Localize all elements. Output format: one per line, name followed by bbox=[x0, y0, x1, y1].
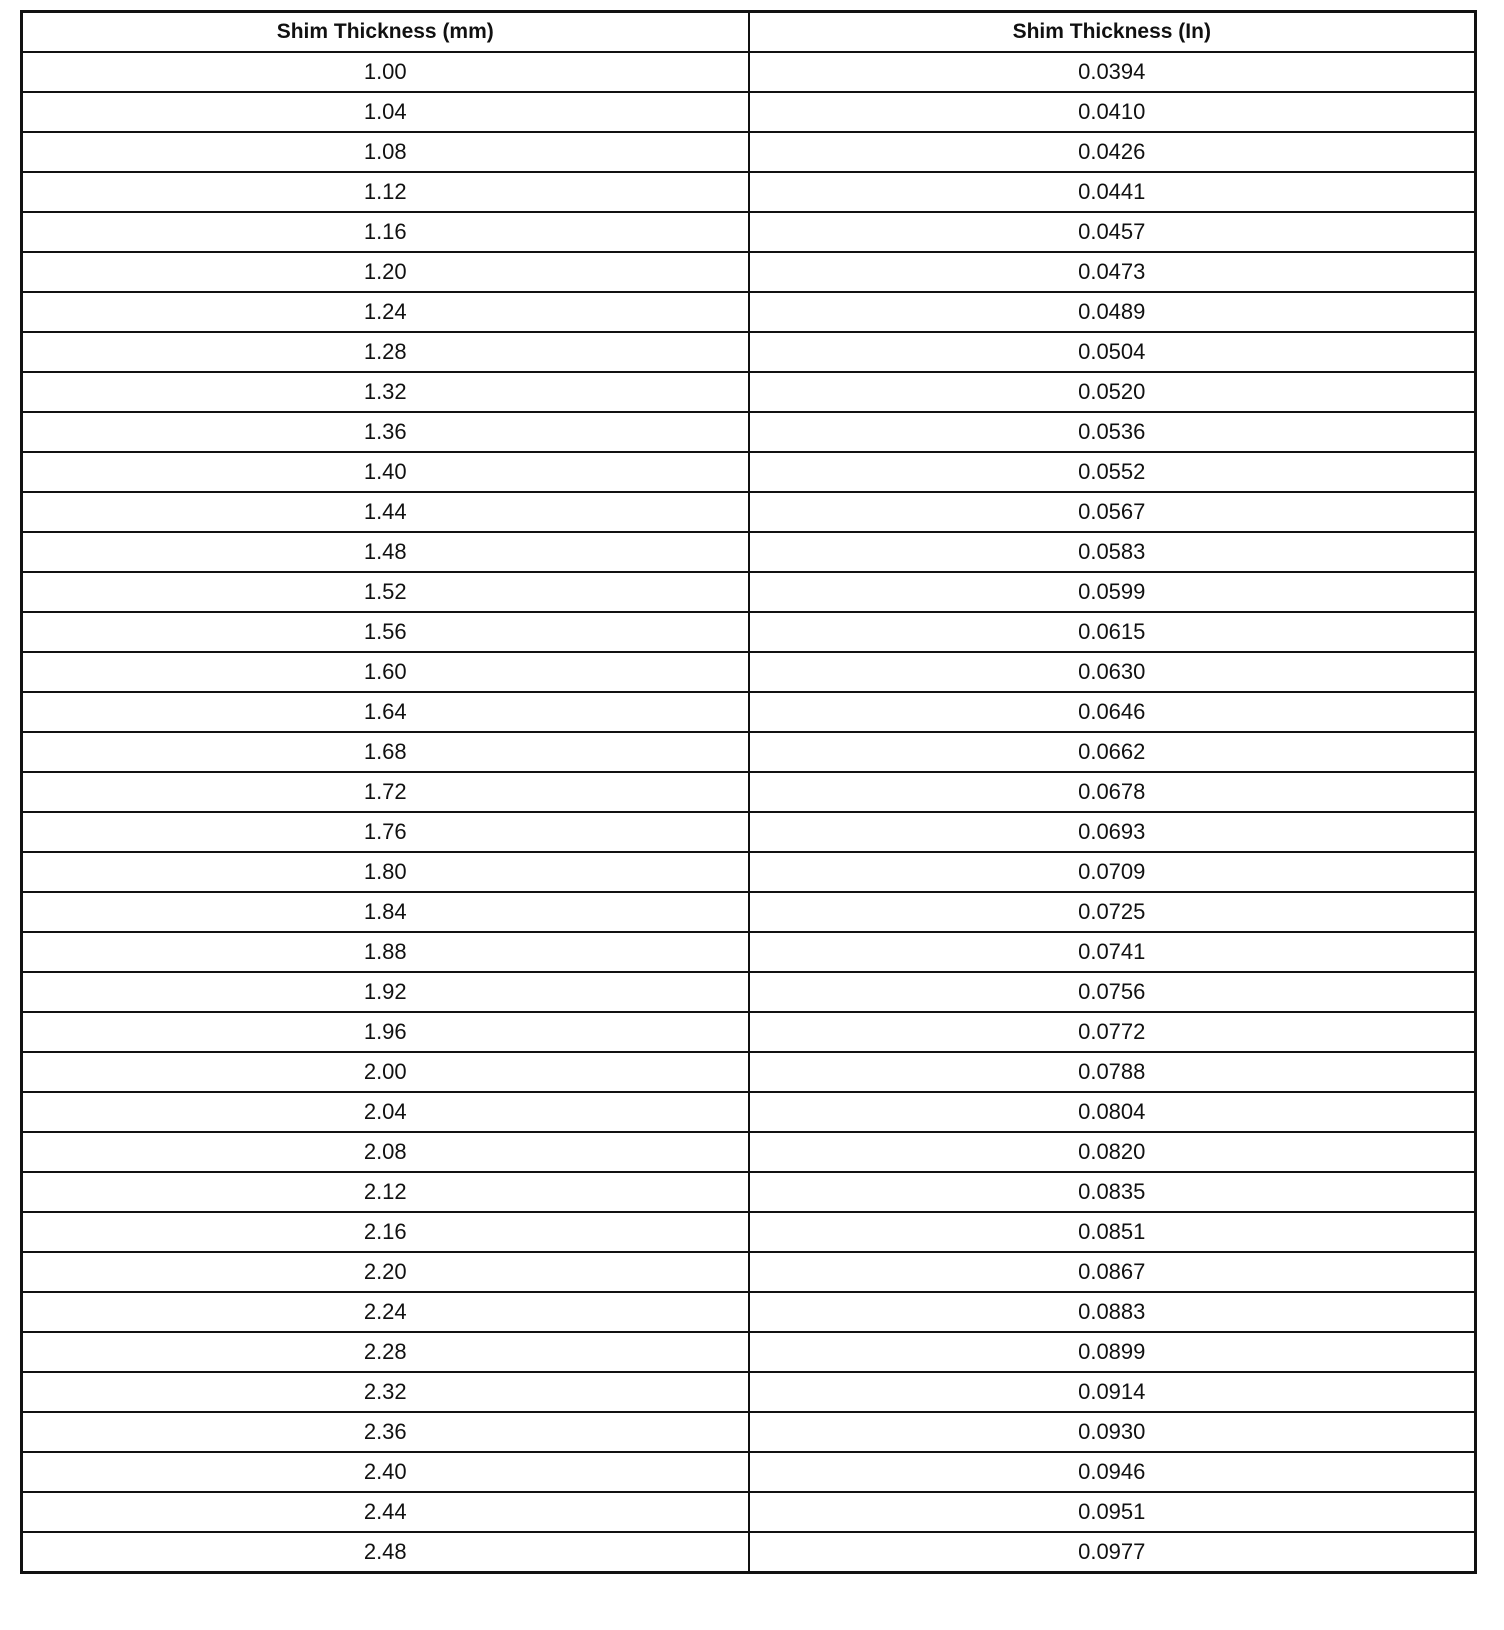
shim-thickness-table bbox=[20, 10, 1477, 1574]
table-row bbox=[22, 612, 1476, 652]
cell-thickness-in: 0.0662 bbox=[749, 732, 1476, 772]
cell-thickness-in: 0.0867 bbox=[749, 1252, 1476, 1292]
cell-thickness-in: 0.0914 bbox=[749, 1372, 1476, 1412]
table-row bbox=[22, 1412, 1476, 1452]
table-row bbox=[22, 772, 1476, 812]
table-header-row bbox=[22, 12, 1476, 53]
cell-thickness-mm: 2.36 bbox=[22, 1412, 749, 1452]
table-row bbox=[22, 1252, 1476, 1292]
cell-thickness-in: 0.0630 bbox=[749, 652, 1476, 692]
table-row bbox=[22, 1492, 1476, 1532]
table-row bbox=[22, 1452, 1476, 1492]
table-row bbox=[22, 652, 1476, 692]
table-row bbox=[22, 972, 1476, 1012]
cell-thickness-mm: 1.80 bbox=[22, 852, 749, 892]
cell-thickness-mm: 1.04 bbox=[22, 92, 749, 132]
cell-thickness-in: 0.0788 bbox=[749, 1052, 1476, 1092]
cell-thickness-mm: 2.24 bbox=[22, 1292, 749, 1332]
cell-thickness-in: 0.0693 bbox=[749, 812, 1476, 852]
cell-thickness-in: 0.0615 bbox=[749, 612, 1476, 652]
cell-thickness-mm: 2.32 bbox=[22, 1372, 749, 1412]
cell-thickness-mm: 1.60 bbox=[22, 652, 749, 692]
cell-thickness-mm: 2.00 bbox=[22, 1052, 749, 1092]
column-header-in: Shim Thickness (In) bbox=[749, 12, 1476, 53]
cell-thickness-in: 0.0552 bbox=[749, 452, 1476, 492]
cell-thickness-mm: 2.12 bbox=[22, 1172, 749, 1212]
cell-thickness-in: 0.0441 bbox=[749, 172, 1476, 212]
cell-thickness-mm: 2.28 bbox=[22, 1332, 749, 1372]
cell-thickness-mm: 1.28 bbox=[22, 332, 749, 372]
table-row bbox=[22, 852, 1476, 892]
table-row bbox=[22, 1292, 1476, 1332]
cell-thickness-in: 0.0820 bbox=[749, 1132, 1476, 1172]
shim-thickness-sheet bbox=[20, 10, 1474, 1574]
cell-thickness-mm: 1.52 bbox=[22, 572, 749, 612]
table-row bbox=[22, 572, 1476, 612]
cell-thickness-in: 0.0394 bbox=[749, 52, 1476, 92]
cell-thickness-in: 0.0678 bbox=[749, 772, 1476, 812]
cell-thickness-in: 0.0599 bbox=[749, 572, 1476, 612]
table-row bbox=[22, 692, 1476, 732]
cell-thickness-mm: 1.92 bbox=[22, 972, 749, 1012]
cell-thickness-in: 0.0772 bbox=[749, 1012, 1476, 1052]
cell-thickness-in: 0.0883 bbox=[749, 1292, 1476, 1332]
cell-thickness-in: 0.0951 bbox=[749, 1492, 1476, 1532]
cell-thickness-mm: 1.44 bbox=[22, 492, 749, 532]
cell-thickness-in: 0.0473 bbox=[749, 252, 1476, 292]
cell-thickness-mm: 2.40 bbox=[22, 1452, 749, 1492]
table-row bbox=[22, 1052, 1476, 1092]
column-header-mm: Shim Thickness (mm) bbox=[22, 12, 749, 53]
table-row bbox=[22, 132, 1476, 172]
cell-thickness-in: 0.0741 bbox=[749, 932, 1476, 972]
cell-thickness-in: 0.0930 bbox=[749, 1412, 1476, 1452]
table-row bbox=[22, 172, 1476, 212]
cell-thickness-mm: 1.12 bbox=[22, 172, 749, 212]
cell-thickness-in: 0.0725 bbox=[749, 892, 1476, 932]
cell-thickness-in: 0.0946 bbox=[749, 1452, 1476, 1492]
table-row bbox=[22, 252, 1476, 292]
cell-thickness-mm: 1.20 bbox=[22, 252, 749, 292]
cell-thickness-mm: 1.32 bbox=[22, 372, 749, 412]
cell-thickness-in: 0.0804 bbox=[749, 1092, 1476, 1132]
table-row bbox=[22, 1132, 1476, 1172]
table-row bbox=[22, 52, 1476, 92]
cell-thickness-in: 0.0583 bbox=[749, 532, 1476, 572]
cell-thickness-mm: 2.48 bbox=[22, 1532, 749, 1573]
table-row bbox=[22, 92, 1476, 132]
cell-thickness-mm: 1.84 bbox=[22, 892, 749, 932]
table-row bbox=[22, 1092, 1476, 1132]
cell-thickness-mm: 1.64 bbox=[22, 692, 749, 732]
table-row bbox=[22, 532, 1476, 572]
cell-thickness-in: 0.0536 bbox=[749, 412, 1476, 452]
cell-thickness-mm: 1.48 bbox=[22, 532, 749, 572]
table-row bbox=[22, 452, 1476, 492]
cell-thickness-mm: 1.96 bbox=[22, 1012, 749, 1052]
table-row bbox=[22, 1172, 1476, 1212]
table-row bbox=[22, 212, 1476, 252]
cell-thickness-in: 0.0835 bbox=[749, 1172, 1476, 1212]
cell-thickness-mm: 1.88 bbox=[22, 932, 749, 972]
cell-thickness-in: 0.0646 bbox=[749, 692, 1476, 732]
cell-thickness-mm: 2.20 bbox=[22, 1252, 749, 1292]
table-row bbox=[22, 492, 1476, 532]
table-row bbox=[22, 1372, 1476, 1412]
cell-thickness-in: 0.0426 bbox=[749, 132, 1476, 172]
cell-thickness-in: 0.0756 bbox=[749, 972, 1476, 1012]
table-row bbox=[22, 1532, 1476, 1573]
table-row bbox=[22, 1332, 1476, 1372]
table-row bbox=[22, 292, 1476, 332]
cell-thickness-in: 0.0410 bbox=[749, 92, 1476, 132]
cell-thickness-in: 0.0504 bbox=[749, 332, 1476, 372]
cell-thickness-mm: 2.16 bbox=[22, 1212, 749, 1252]
table-row bbox=[22, 332, 1476, 372]
table-row bbox=[22, 372, 1476, 412]
table-row bbox=[22, 932, 1476, 972]
cell-thickness-mm: 1.24 bbox=[22, 292, 749, 332]
cell-thickness-in: 0.0851 bbox=[749, 1212, 1476, 1252]
cell-thickness-mm: 1.36 bbox=[22, 412, 749, 452]
cell-thickness-mm: 1.76 bbox=[22, 812, 749, 852]
cell-thickness-in: 0.0977 bbox=[749, 1532, 1476, 1573]
table-row bbox=[22, 1012, 1476, 1052]
cell-thickness-mm: 2.08 bbox=[22, 1132, 749, 1172]
cell-thickness-mm: 2.04 bbox=[22, 1092, 749, 1132]
table-row bbox=[22, 412, 1476, 452]
cell-thickness-in: 0.0457 bbox=[749, 212, 1476, 252]
cell-thickness-mm: 1.08 bbox=[22, 132, 749, 172]
cell-thickness-mm: 1.68 bbox=[22, 732, 749, 772]
cell-thickness-mm: 2.44 bbox=[22, 1492, 749, 1532]
cell-thickness-in: 0.0520 bbox=[749, 372, 1476, 412]
table-row bbox=[22, 1212, 1476, 1252]
cell-thickness-mm: 1.40 bbox=[22, 452, 749, 492]
table-row bbox=[22, 812, 1476, 852]
table-row bbox=[22, 732, 1476, 772]
cell-thickness-in: 0.0709 bbox=[749, 852, 1476, 892]
table-body bbox=[22, 52, 1476, 1573]
cell-thickness-in: 0.0567 bbox=[749, 492, 1476, 532]
cell-thickness-mm: 1.16 bbox=[22, 212, 749, 252]
cell-thickness-mm: 1.56 bbox=[22, 612, 749, 652]
cell-thickness-in: 0.0489 bbox=[749, 292, 1476, 332]
table-row bbox=[22, 892, 1476, 932]
cell-thickness-mm: 1.72 bbox=[22, 772, 749, 812]
cell-thickness-mm: 1.00 bbox=[22, 52, 749, 92]
cell-thickness-in: 0.0899 bbox=[749, 1332, 1476, 1372]
